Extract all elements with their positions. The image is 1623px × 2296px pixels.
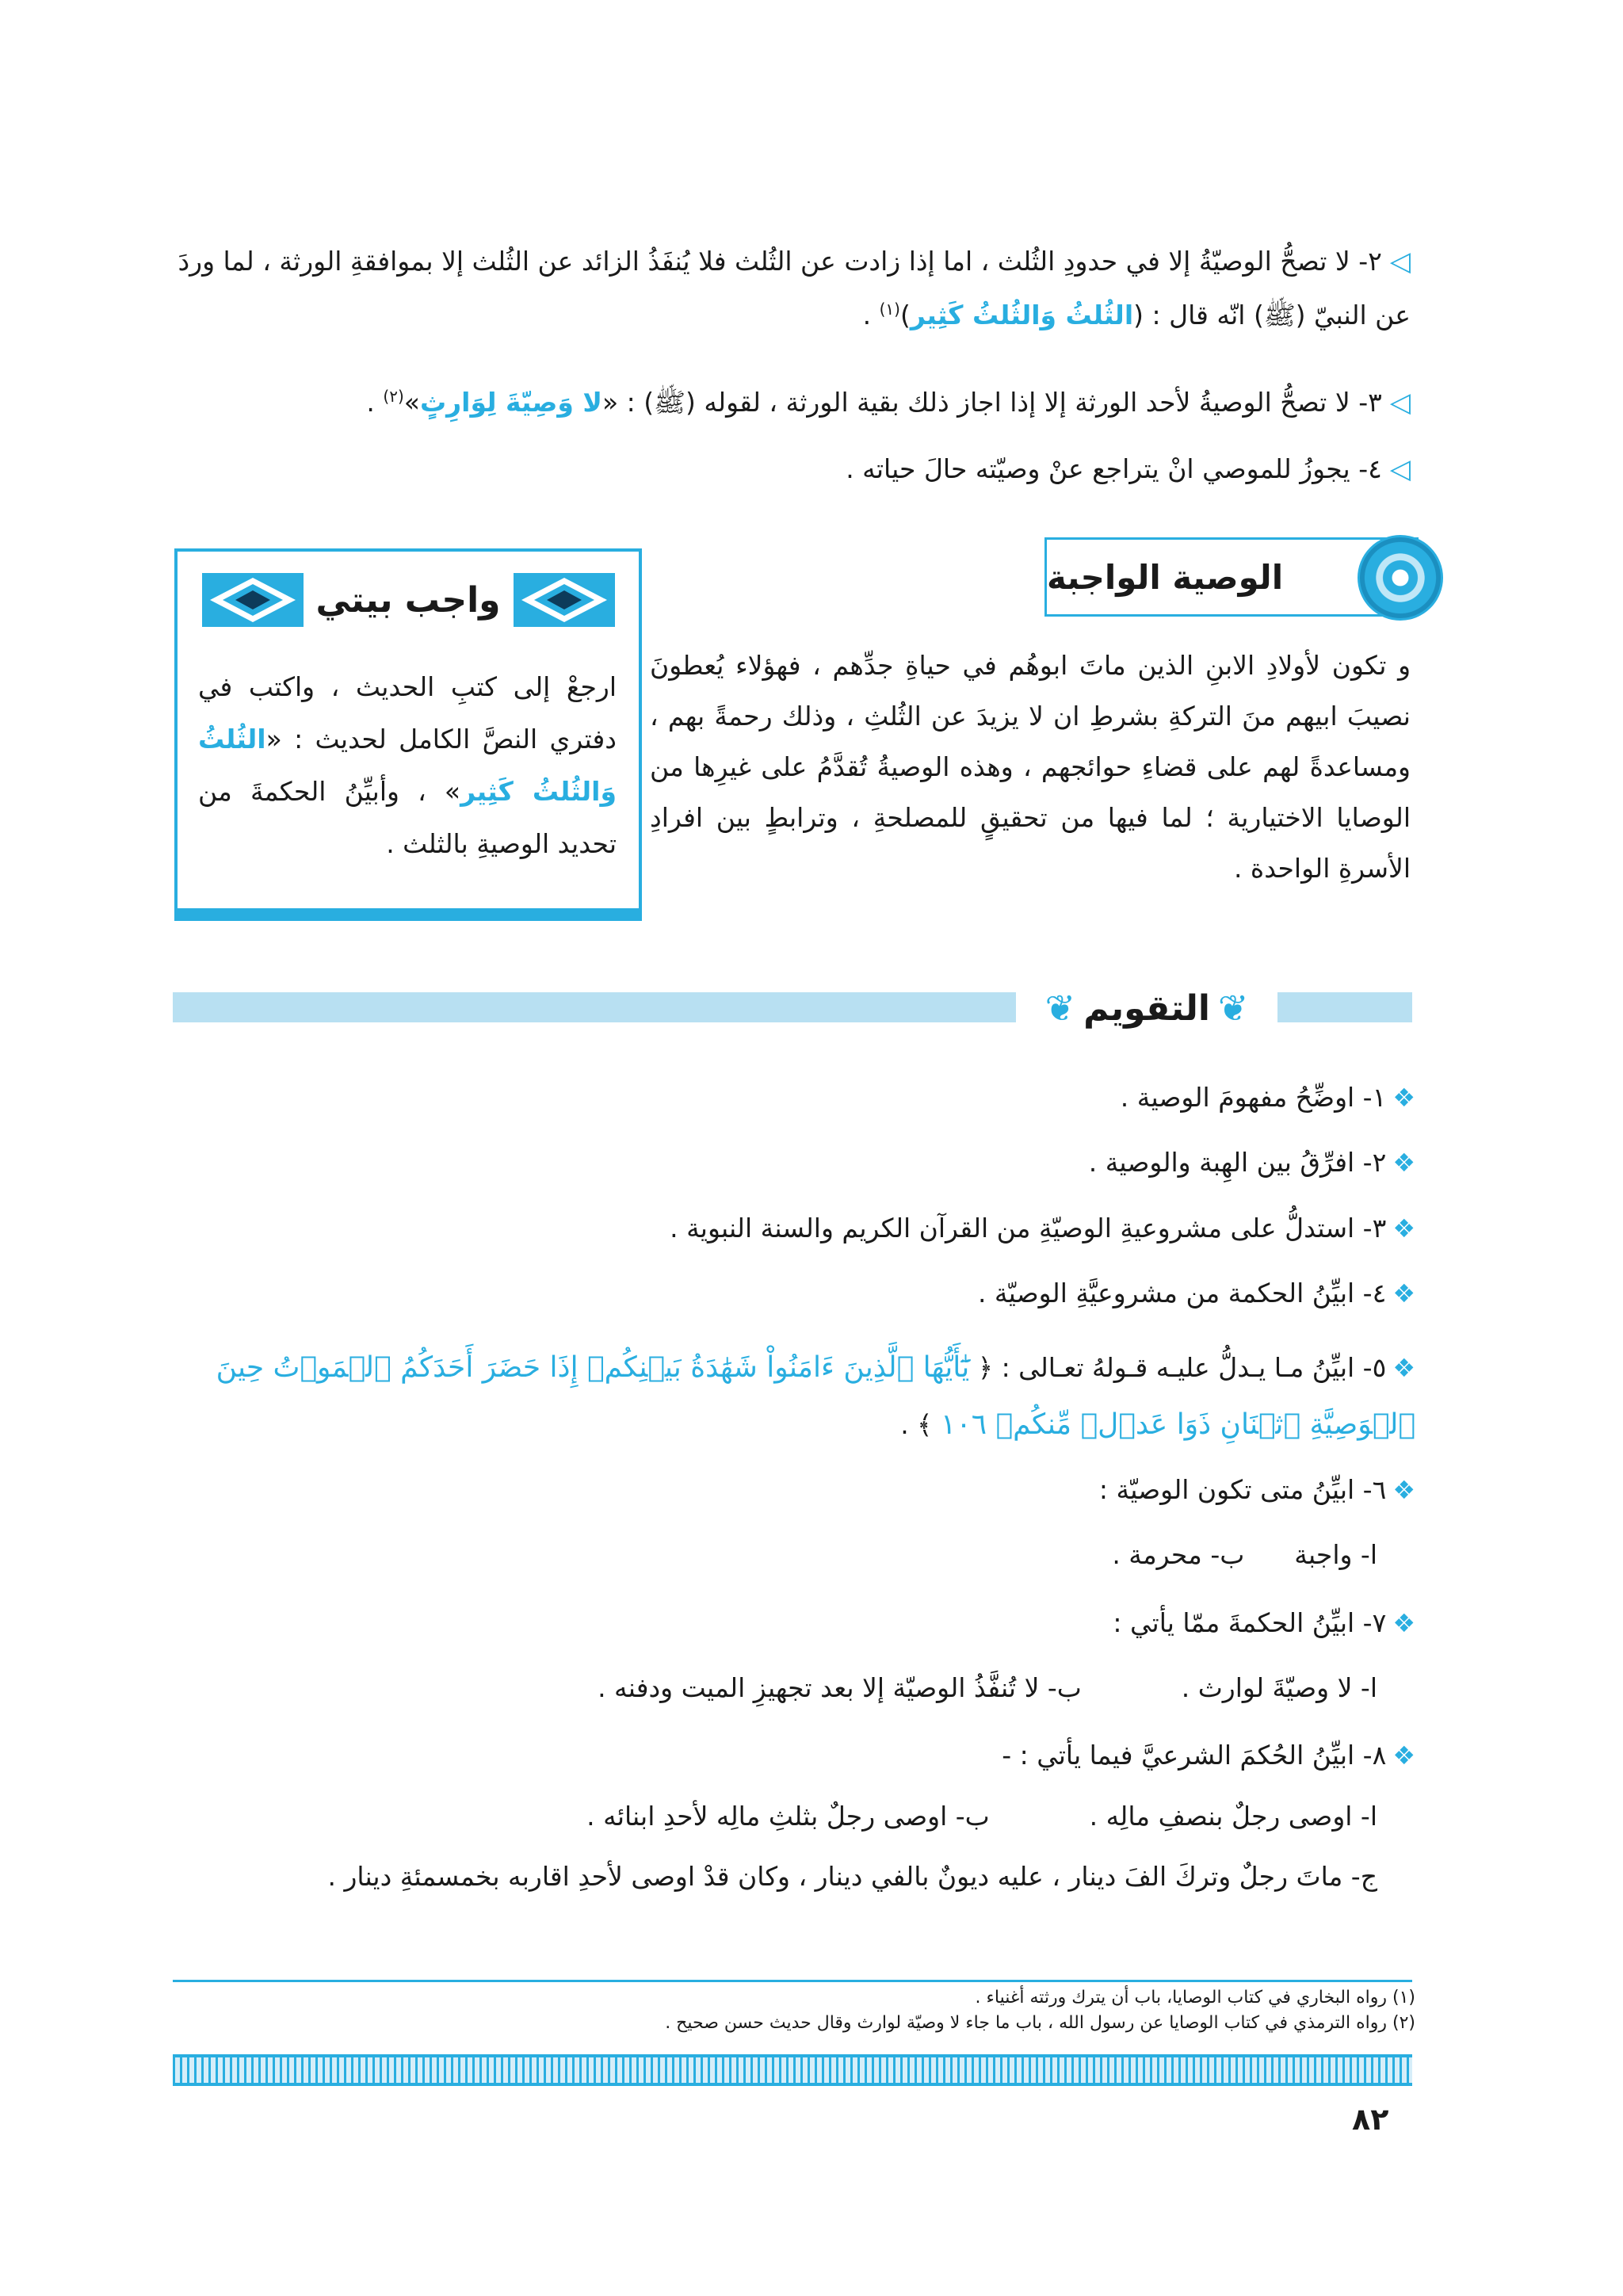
question-6-options: ا- واجبة ب- محرمة .	[1112, 1539, 1377, 1570]
question-3: ❖٣- استدلُّ على مشروعيةِ الوصيّةِ من القرآن الكريم والسنة النبوية .	[670, 1213, 1415, 1244]
triangle-bullet-icon: ◁	[1389, 387, 1411, 418]
question-8: ❖٨- ابيِّنُ الحُكمَ الشرعيَّ فيما يأتي : -	[1002, 1740, 1415, 1771]
question-2: ❖٢- افرِّقُ بين الهِبة والوصية .	[1088, 1147, 1415, 1178]
flourish-bullet-icon: ❖	[1392, 1148, 1415, 1178]
flourish-bullet-icon: ❖	[1392, 1278, 1415, 1308]
flourish-bullet-icon: ❖	[1392, 1475, 1415, 1505]
triangle-bullet-icon: ◁	[1389, 246, 1411, 277]
question-7: ❖٧- ابيِّنُ الحكمةَ ممّا يأتي :	[1113, 1607, 1415, 1638]
evaluation-title: ❦ التقويم ❦	[1016, 961, 1277, 1056]
ornament-icon	[512, 571, 617, 628]
question-4: ❖٤- ابيِّنُ الحكمة من مشروعيَّةِ الوصيّة .	[977, 1278, 1415, 1308]
rosette-icon	[1358, 535, 1443, 621]
question-6: ❖٦- ابيِّنُ متى تكون الوصيّة :	[1098, 1474, 1415, 1505]
section-heading: الوصية الواجبة	[1044, 537, 1419, 617]
homework-text: ارجعْ إلى كتبِ الحديث ، واكتب في دفتري النصَّ الكامل لحديث : «الثُلثُ وَالثُلثُ كَثِير» ، وأبيِّنُ الحكمةَ من تحديد الوصيةِ بالثلث .	[198, 671, 617, 859]
homework-footer-bar	[174, 908, 642, 921]
footnote-1: (١) رواه البخاري في كتاب الوصايا، باب أن يترك ورثته أغنياء .	[975, 1988, 1415, 2008]
homework-title: واجب بيتي	[189, 564, 628, 636]
question-8-options: ا- اوصى رجلٌ بنصفِ مالِه . ب- اوصى رجلٌ بثلثِ مالِه لأحدِ ابنائه .	[586, 1801, 1377, 1832]
flourish-bullet-icon: ❖	[1392, 1353, 1415, 1383]
scroll-ornament-icon: ❦	[1044, 987, 1076, 1030]
flourish-bullet-icon: ❖	[1392, 1213, 1415, 1244]
footnote-divider	[173, 1980, 1412, 1982]
footnote-2: (٢) رواه الترمذي في كتاب الوصايا عن رسول الله ، باب ما جاء لا وصيّة لوارث وقال حديث حسن صحيح .	[665, 2013, 1415, 2033]
question-5: ❖٥- ابيِّنُ مـا يـدلُّ عليـه قـولهُ تعـالى : ﴿ يَٰٓأَيُّهَا ٱلَّذِينَ ءَامَنُواْ شَهَٰدَةُ بَيۡنِكُمۡ إِذَا حَضَرَ أَحَدَكُمُ ٱلۡمَوۡتُ حِينَ ٱلۡوَصِيَّةِ ٱثۡنَانِ ذَوَا عَدۡلٖ مِّنكُمۡ ١٠٦ ﴾ .	[216, 1351, 1415, 1441]
rule-2: ◁٢- لا تصحُّ الوصيّةُ إلا في حدودِ الثُلث ، اما إذا زادت عن الثُلث فلا يُنفَذُ الزائد عن الثُلث إلا بموافقةِ الورثة ، لما وردَ عن النبيّ (ﷺ) انّه قال : (الثُلثُ وَالثُلثُ كَثِير)$^{(١)}$ .	[178, 246, 1411, 330]
flourish-bullet-icon: ❖	[1392, 1083, 1415, 1113]
scroll-ornament-icon: ❦	[1217, 987, 1249, 1030]
rule-4: ◁٤- يجوزُ للموصي انْ يتراجع عنْ وصيّته حالَ حياته .	[846, 453, 1411, 485]
question-7-options: ا- لا وصيّةَ لوارث . ب- لا تُنفَّذُ الوصيّة إلا بعد تجهيزِ الميت ودفنه .	[598, 1672, 1377, 1703]
page-number: ٨٢	[1352, 2102, 1389, 2137]
triangle-bullet-icon: ◁	[1389, 453, 1411, 485]
ornament-icon	[200, 571, 305, 628]
decorative-border	[173, 2054, 1412, 2086]
section-paragraph: و تكون لأولادِ الابنِ الذين ماتَ ابوهُم في حياةِ جدِّهم ، فهؤلاء يُعطونَ نصيبَ ابيهم منَ التركةِ بشرطِ ان لا يزيدَ عن الثُلثِ ، وذلك رحمةً بهم ، ومساعدةً لهم على قضاءِ حوائجهم ، وهذه الوصيةُ تُقدَّمُ على غيرِها من الوصايا الاختيارية ؛ لما فيها من تحقيقٍ للمصلحةِ ، وترابطٍ بين افرادِ الأسرةِ الواحدة .	[650, 650, 1411, 884]
flourish-bullet-icon: ❖	[1392, 1740, 1415, 1771]
question-8-c: ج- ماتَ رجلٌ وتركَ الفَ دينار ، عليه ديونٌ بالفي دينار ، وكان قدْ اوصى لأحدِ اقاربه بخمسمئةِ دينار .	[327, 1861, 1377, 1892]
flourish-bullet-icon: ❖	[1392, 1608, 1415, 1638]
question-1: ❖١- اوضِّحُ مفهومَ الوصية .	[1120, 1082, 1415, 1113]
homework-box	[174, 548, 642, 921]
rule-3: ◁٣- لا تصحُّ الوصيةُ لأحد الورثة إلا إذا اجاز ذلك بقية الورثة ، لقوله (ﷺ) : «لا وَصِيّةَ لِوَارِثٍ»$^{(٢)}$ .	[366, 387, 1411, 418]
